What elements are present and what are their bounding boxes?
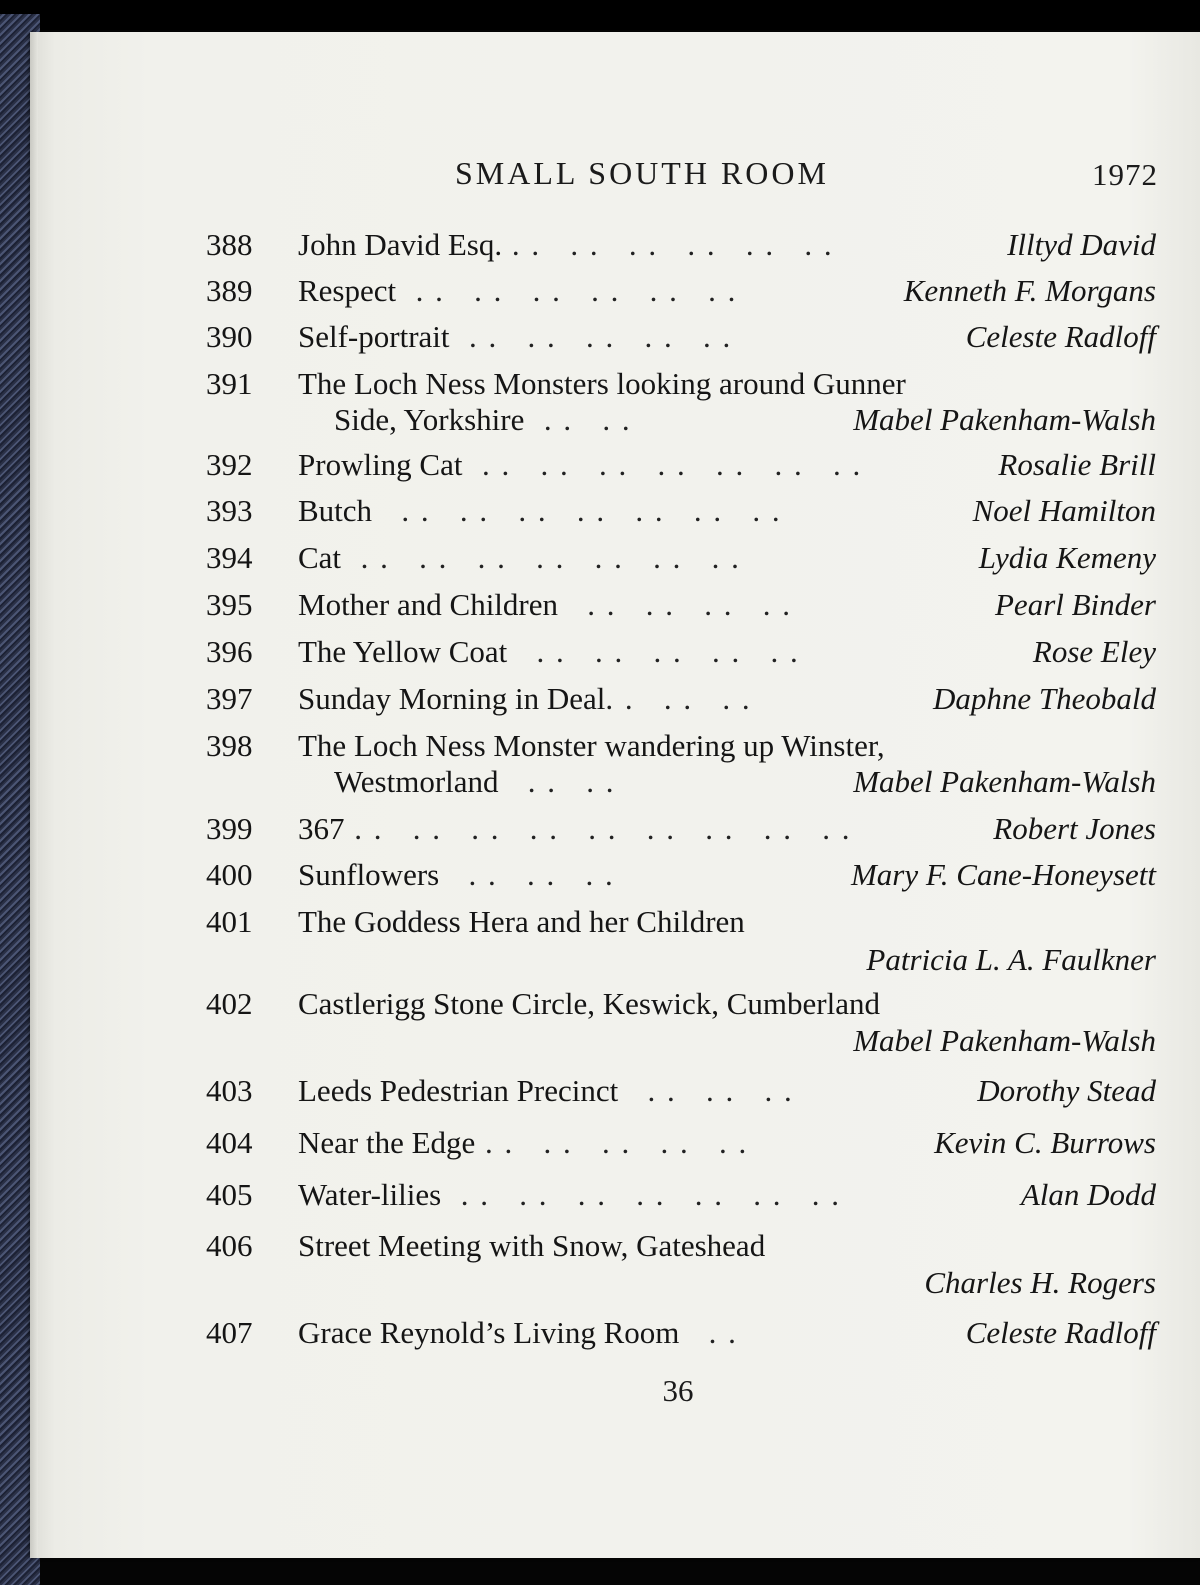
entry-title: Cat (298, 540, 342, 575)
dot-leader: . . . . (524, 402, 632, 437)
entry-title: Prowling Cat (298, 447, 463, 482)
entry-number: 393 (206, 493, 253, 528)
entry-number: 389 (206, 273, 253, 308)
dot-leader: . . . . . . . . . . (449, 319, 733, 354)
dot-leader: . . . . . . . . . . . . (396, 273, 738, 308)
dot-leader: . . . . . . (618, 1073, 794, 1108)
dot-leader: . . . . . . . . . . (475, 1125, 749, 1160)
page-number: 36 (662, 1373, 694, 1408)
entry-title: Sunday Morning in Deal (298, 681, 606, 716)
entry-title: Respect (298, 273, 397, 308)
entry-title-continuation: Side, Yorkshire (334, 402, 525, 437)
entry-artist: Kevin C. Burrows (934, 1125, 1156, 1160)
entry-artist: Alan Dodd (1020, 1177, 1156, 1212)
entry-title: Near the Edge (298, 1125, 476, 1160)
entry-title: Mother and Children (298, 587, 559, 622)
entry-title: John David Esq. (298, 227, 503, 262)
entry-number: 390 (206, 319, 253, 354)
entry-artist: Illtyd David (1007, 227, 1156, 262)
entry-number: 398 (206, 728, 253, 763)
entry-title: Self-portrait (298, 319, 450, 354)
entry-artist: Lydia Kemeny (978, 540, 1156, 575)
entry-number: 402 (206, 986, 253, 1021)
dot-leader: . . . . . . . . . . . . . . (341, 540, 741, 575)
entry-artist: Rose Eley (1032, 634, 1156, 669)
entry-artist: Celeste Radloff (965, 319, 1156, 354)
entry-artist: Mabel Pakenham-Walsh (853, 402, 1156, 437)
dot-leader: . . . . . . (439, 857, 615, 892)
dot-leader: . . . . . . . . . . . . (502, 227, 834, 262)
entry-artist: Patricia L. A. Faulkner (866, 942, 1156, 977)
entry-title: 367 (298, 811, 345, 846)
entry-title: Leeds Pedestrian Precinct (298, 1073, 619, 1108)
entry-number: 395 (206, 587, 253, 622)
dot-leader: . . . . . . (605, 681, 752, 716)
entry-number: 391 (206, 366, 253, 401)
dot-leader: . . . . . . . . . . (507, 634, 800, 669)
entry-artist: Robert Jones (993, 811, 1156, 846)
entry-title: The Yellow Coat (298, 634, 508, 669)
entry-number: 401 (206, 904, 253, 939)
entry-number: 404 (206, 1125, 253, 1160)
entry-artist: Charles H. Rogers (924, 1265, 1156, 1300)
entry-title: Sunflowers (298, 857, 440, 892)
entry-artist: Rosalie Brill (998, 447, 1156, 482)
entry-title: Grace Reynold’s Living Room (298, 1315, 680, 1350)
entry-artist: Mary F. Cane-Honeysett (850, 857, 1156, 892)
entry-artist: Mabel Pakenham-Walsh (853, 1023, 1156, 1058)
entry-title: The Loch Ness Monsters looking around Gunner (298, 366, 906, 401)
dot-leader: . . . . (498, 764, 616, 799)
entry-number: 399 (206, 811, 253, 846)
entry-title: Street Meeting with Snow, Gateshead (298, 1228, 766, 1263)
entry-number: 407 (206, 1315, 253, 1350)
entry-title: Butch (298, 493, 373, 528)
entry-number: 397 (206, 681, 253, 716)
entry-artist: Mabel Pakenham-Walsh (853, 764, 1156, 799)
entry-number: 405 (206, 1177, 253, 1212)
entry-artist: Pearl Binder (995, 587, 1156, 622)
dot-leader: . . (679, 1315, 738, 1350)
entry-artist: Noel Hamilton (972, 493, 1156, 528)
exhibition-year: 1972 (1092, 157, 1158, 192)
dot-leader: . . . . . . . . (558, 587, 793, 622)
dot-leader: . . . . . . . . . . . . . . (462, 447, 863, 482)
entry-number: 396 (206, 634, 253, 669)
entry-number: 392 (206, 447, 253, 482)
entry-title: Castlerigg Stone Circle, Keswick, Cumberland (298, 986, 880, 1021)
entry-number: 400 (206, 857, 253, 892)
entry-title: The Goddess Hera and her Children (298, 904, 745, 939)
entry-number: 388 (206, 227, 253, 262)
entry-number: 394 (206, 540, 253, 575)
entry-artist: Kenneth F. Morgans (903, 273, 1156, 308)
dot-leader: . . . . . . . . . . . . . . (441, 1177, 841, 1212)
room-title: SMALL SOUTH ROOM (455, 155, 829, 191)
entry-title-continuation: Westmorland (334, 764, 499, 799)
entry-artist: Daphne Theobald (932, 681, 1156, 716)
dot-leader: . . . . . . . . . . . . . . (372, 493, 782, 528)
dot-leader: . . . . . . . . . . . . . . . . . . (344, 811, 852, 846)
entry-number: 403 (206, 1073, 253, 1108)
entry-number: 406 (206, 1228, 253, 1263)
entry-artist: Dorothy Stead (977, 1073, 1156, 1108)
entry-artist: Celeste Radloff (965, 1315, 1156, 1350)
entry-title: The Loch Ness Monster wandering up Winster, (298, 728, 885, 763)
entry-title: Water-lilies (298, 1177, 442, 1212)
